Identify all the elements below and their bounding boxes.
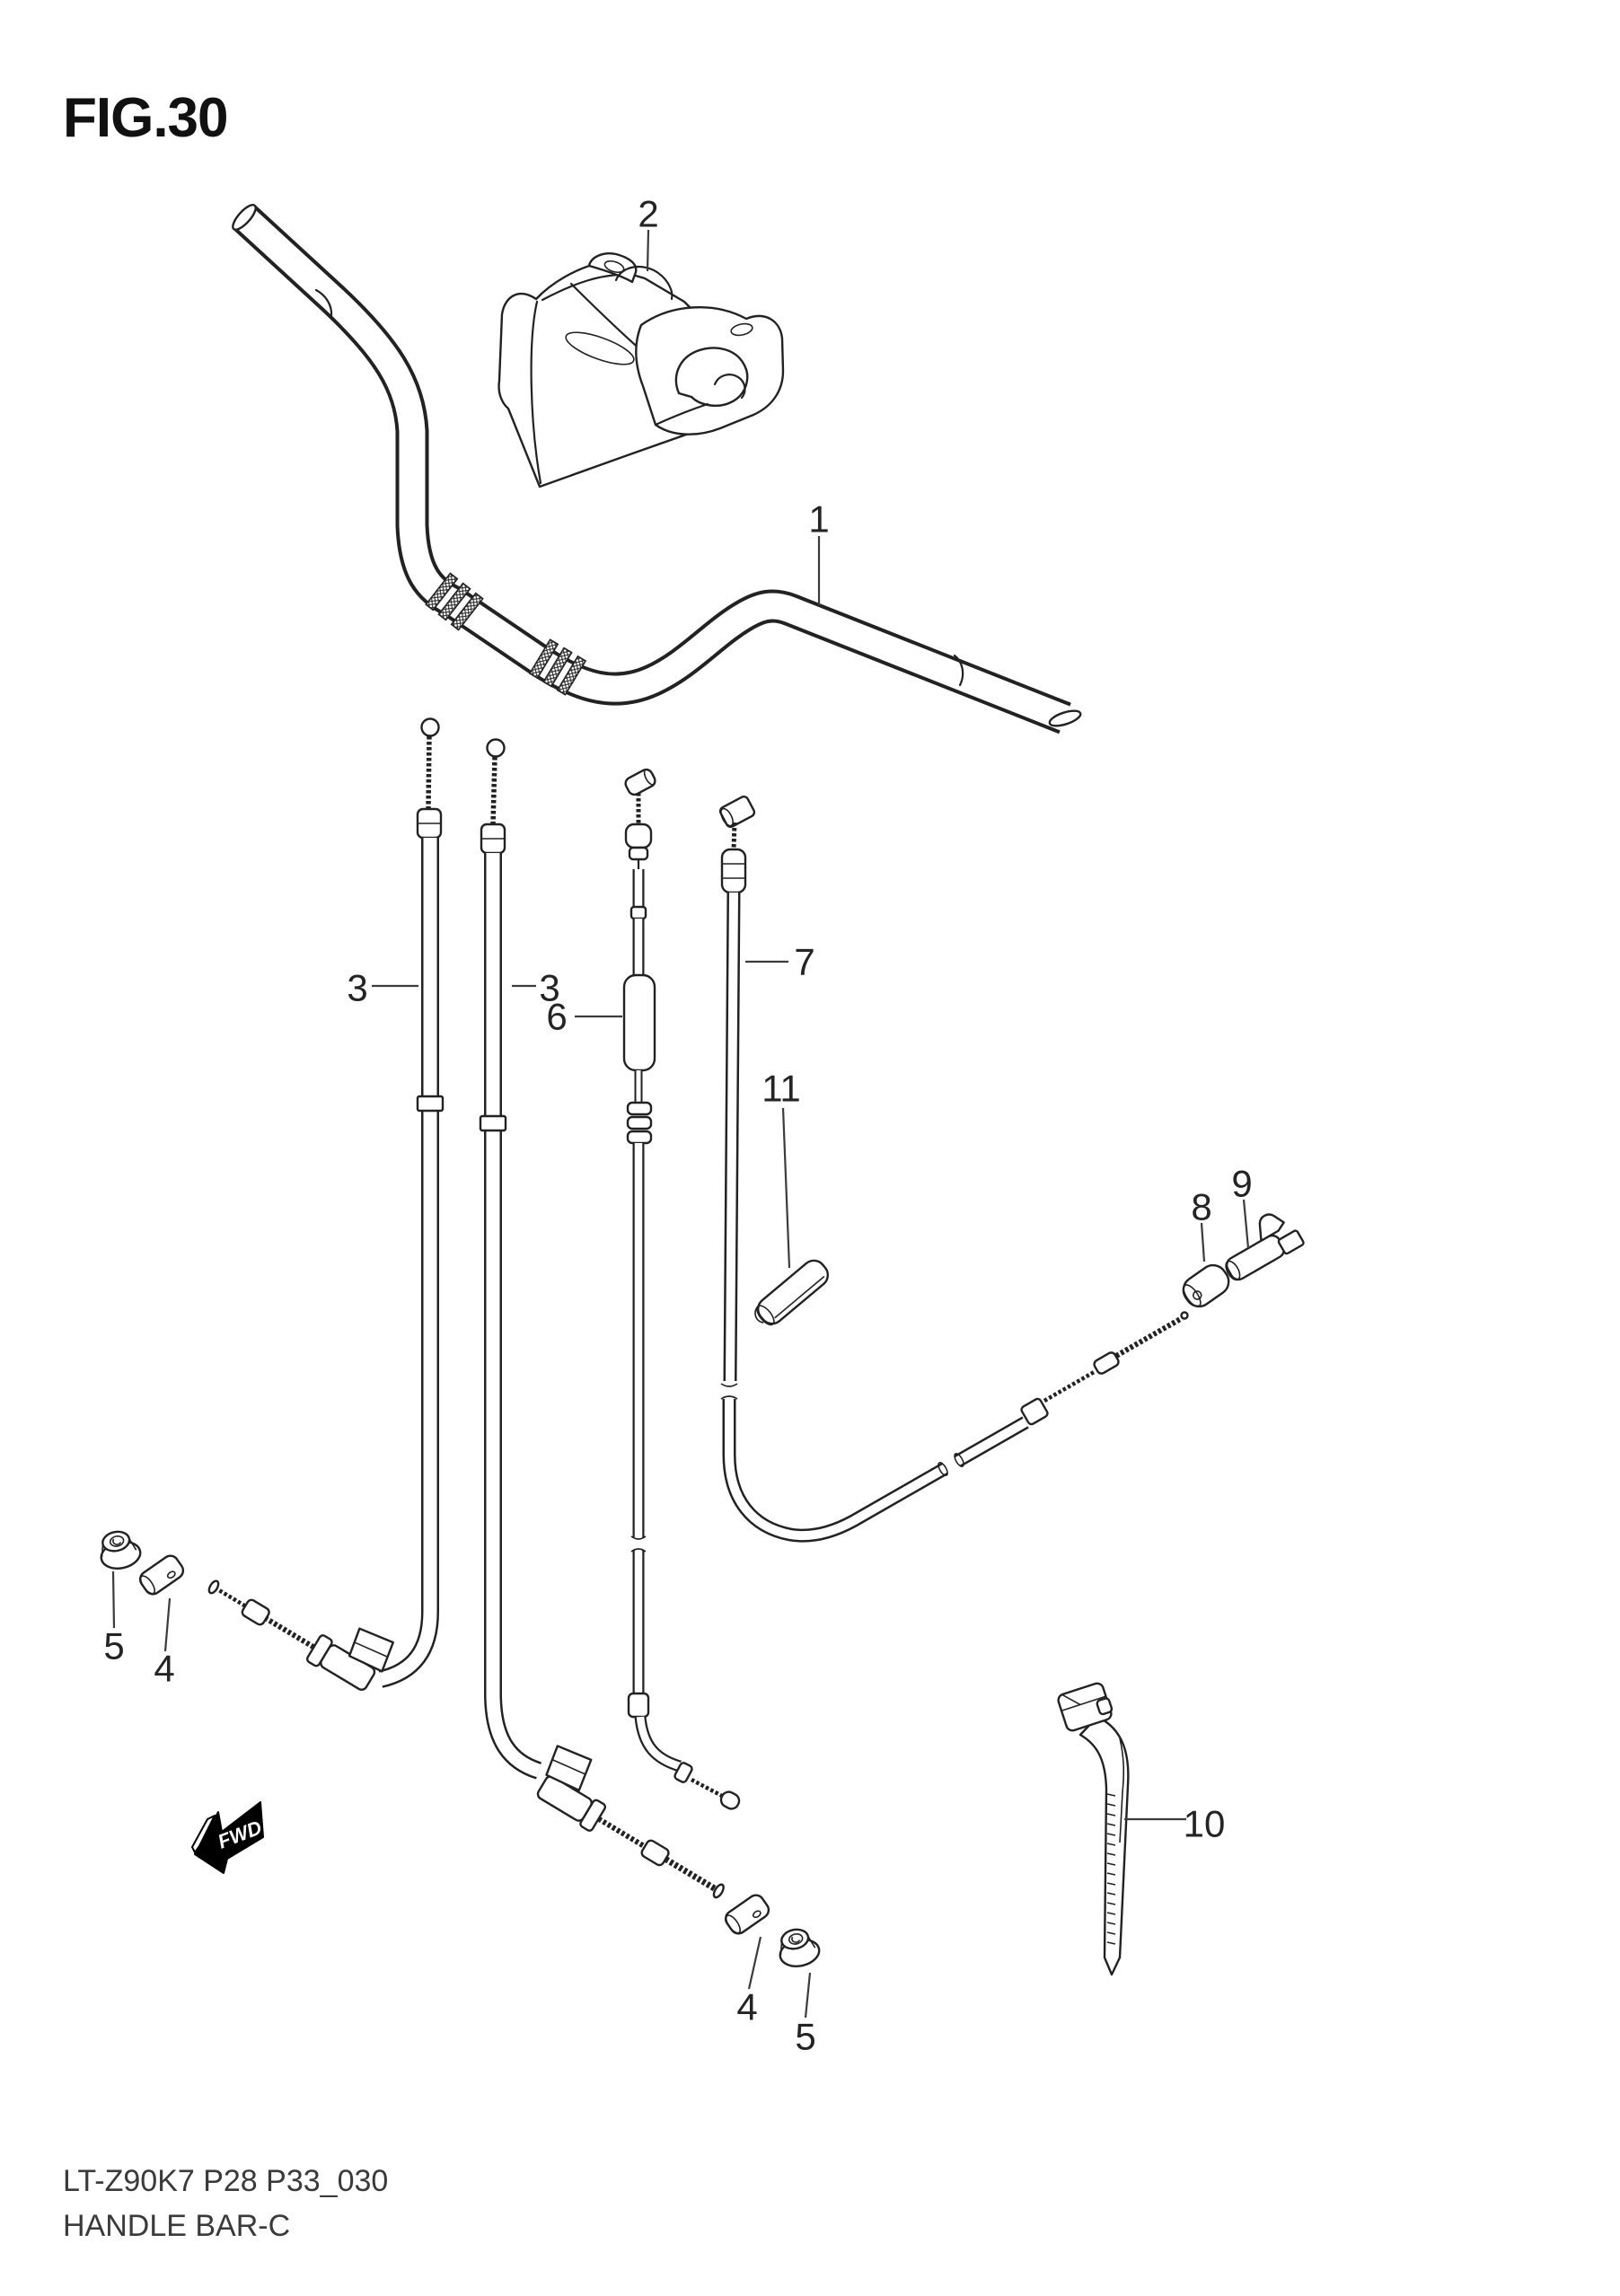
leader-4a [165, 1598, 170, 1651]
callout-4b: 4 [736, 1985, 758, 2028]
callout-10: 10 [1183, 1802, 1226, 1845]
leader-5a [113, 1571, 114, 1628]
callout-leader-lines [113, 230, 1248, 2018]
part-11-tube [750, 1256, 832, 1332]
footer-part-code: LT-Z90K7 P28 P33_030 [63, 2164, 389, 2198]
spacer-4-left [137, 1553, 187, 1597]
handlebar [229, 202, 1082, 729]
leader-8 [1202, 1223, 1204, 1262]
cable-7 [718, 795, 1187, 1535]
leader-5b [806, 1973, 810, 2018]
fwd-marker [192, 1802, 265, 1873]
leader-4b [749, 1937, 761, 1989]
nut-5-left [96, 1527, 143, 1571]
callout-5a: 5 [103, 1624, 125, 1667]
cable-3-left [203, 719, 443, 1697]
nut-5-bottom [775, 1925, 822, 1969]
fwd-label: FWD [215, 1816, 265, 1853]
footer-part-name: HANDLE BAR-C [63, 2209, 291, 2243]
callout-4a: 4 [154, 1647, 175, 1690]
handlebar-cover [499, 253, 783, 487]
figure-title: FIG.30 [63, 87, 228, 149]
callout-2: 2 [638, 192, 659, 235]
spacer-4-bottom [723, 1892, 772, 1937]
part-10-cable-tie [1057, 1681, 1129, 1975]
callout-3a: 3 [347, 966, 368, 1009]
callout-6: 6 [546, 995, 568, 1038]
leader-2 [647, 230, 648, 271]
callout-8: 8 [1191, 1185, 1212, 1228]
callout-11: 11 [762, 1067, 801, 1110]
callout-5b: 5 [795, 2015, 816, 2058]
leader-9 [1244, 1200, 1248, 1248]
cable-6 [623, 767, 742, 1811]
callout-1: 1 [808, 497, 830, 541]
leader-11 [783, 1108, 789, 1268]
cable-3-left-bracket [203, 1547, 398, 1697]
callout-9: 9 [1231, 1162, 1253, 1205]
callout-3b: 3 [539, 966, 560, 1009]
cable-3-right-bracket [528, 1741, 745, 1905]
callout-7: 7 [794, 940, 815, 983]
cable-3-right [480, 740, 746, 1906]
